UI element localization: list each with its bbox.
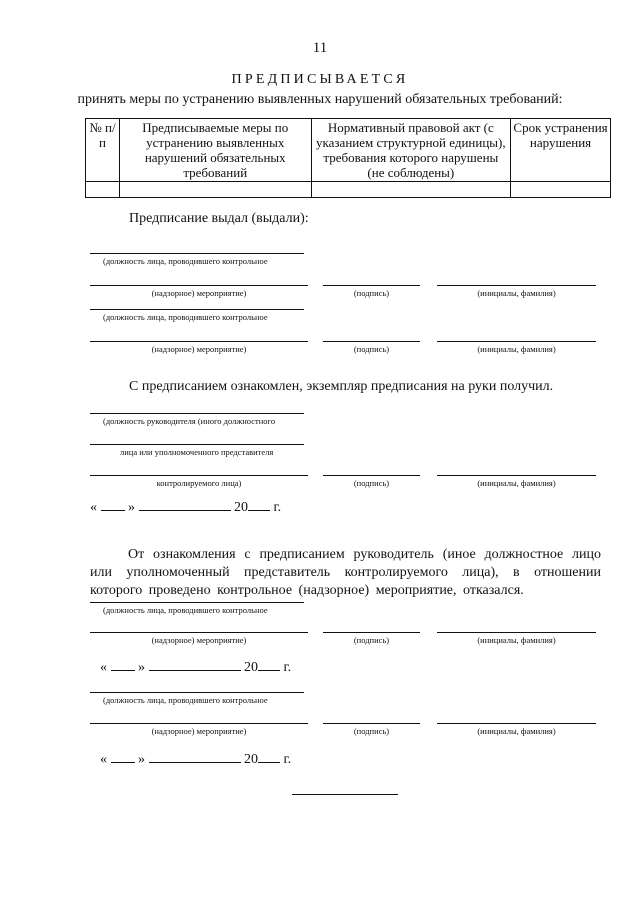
signature-caption: (подпись) [353, 478, 390, 488]
head-position-caption-cont: лица или уполномоченного представителя [120, 447, 274, 457]
issued-by-label: Предписание выдал (выдали): [129, 211, 309, 226]
document-heading: ПРЕДПИСЫВАЕТСЯ [231, 72, 409, 87]
inspector-position-caption: (должность лица, проводившего контрольное [103, 312, 268, 322]
inspector-position-caption-cont: (надзорное) мероприятие) [151, 344, 247, 354]
inspector-position-caption: (должность лица, проводившего контрольное [103, 695, 268, 705]
table-cell[interactable] [119, 182, 311, 198]
date-year-blank[interactable] [258, 750, 280, 763]
date-close-quote: » [128, 500, 135, 515]
inspector-position-line-1[interactable] [90, 602, 304, 603]
date-open-quote: « [100, 660, 107, 675]
inspector-position-caption-cont: (надзорное) мероприятие) [151, 726, 247, 736]
date-close-quote: » [138, 660, 145, 675]
initials-caption: (инициалы, фамилия) [477, 635, 556, 645]
initials-caption: (инициалы, фамилия) [477, 344, 556, 354]
date-year-prefix: 20 [244, 660, 258, 675]
initials-line[interactable] [437, 285, 596, 286]
date-year-suffix: г. [283, 752, 292, 767]
table-cell[interactable] [311, 182, 511, 198]
signature-caption: (подпись) [353, 288, 390, 298]
initials-caption: (инициалы, фамилия) [477, 726, 556, 736]
table-row [86, 182, 611, 198]
initials-caption: (инициалы, фамилия) [477, 288, 556, 298]
date-month-blank[interactable] [149, 658, 241, 671]
inspector-position-line-2[interactable] [90, 723, 308, 724]
inspector-position-line-2[interactable] [90, 632, 308, 633]
signature-line[interactable] [323, 475, 420, 476]
inspector-position-caption-cont: (надзорное) мероприятие) [151, 288, 247, 298]
head-position-line-1[interactable] [90, 413, 304, 414]
date-month-blank[interactable] [149, 750, 241, 763]
date-close-quote: » [138, 752, 145, 767]
acknowledged-label: С предписанием ознакомлен, экземпляр предписания на руки получил. [129, 379, 554, 394]
inspector-position-line-1[interactable] [90, 309, 304, 310]
date-year-blank[interactable] [258, 658, 280, 671]
initials-line[interactable] [437, 475, 596, 476]
page-number: 11 [312, 40, 328, 56]
date-day-blank[interactable] [111, 750, 135, 763]
inspector-position-line-1[interactable] [90, 692, 304, 693]
inspector-position-caption-cont: (надзорное) мероприятие) [151, 635, 247, 645]
table-cell[interactable] [511, 182, 611, 198]
head-position-line-2[interactable] [90, 444, 304, 445]
inspector-position-caption: (должность лица, проводившего контрольное [103, 605, 268, 615]
head-position-caption: (должность руководителя (иного должностного [103, 416, 276, 426]
table-cell[interactable] [86, 182, 120, 198]
initials-line[interactable] [437, 632, 596, 633]
signature-caption: (подпись) [353, 635, 390, 645]
closing-separator [292, 794, 398, 795]
initials-line[interactable] [437, 723, 596, 724]
date-year-blank[interactable] [248, 498, 270, 511]
header-number: № п/п [86, 119, 120, 182]
initials-caption: (инициалы, фамилия) [477, 478, 556, 488]
signature-line[interactable] [323, 285, 420, 286]
requirements-table [85, 118, 611, 198]
date-day-blank[interactable] [101, 498, 125, 511]
date-year-prefix: 20 [244, 752, 258, 767]
header-deadline: Срок устранения нарушения [511, 119, 611, 182]
refusal-paragraph: От ознакомления с предписанием руководитель (иное должностное лицо или уполномоченный представитель контролируемого лица), в отношении которого проведено контрольное (надзорное) мероприятие, отказался. [90, 547, 601, 598]
inspector-position-line-2[interactable] [90, 285, 308, 286]
signature-caption: (подпись) [353, 726, 390, 736]
date-field[interactable] [90, 498, 281, 516]
date-year-suffix: г. [283, 660, 292, 675]
inspector-position-line-1[interactable] [90, 253, 304, 254]
head-position-caption-end: контролируемого лица) [156, 478, 242, 488]
signature-line[interactable] [323, 723, 420, 724]
signature-caption: (подпись) [353, 344, 390, 354]
inspector-position-line-2[interactable] [90, 341, 308, 342]
document-subheading: принять меры по устранению выявленных нарушений обязательных требований: [77, 92, 563, 107]
date-open-quote: « [90, 500, 97, 515]
signature-line[interactable] [323, 341, 420, 342]
date-month-blank[interactable] [139, 498, 231, 511]
initials-line[interactable] [437, 341, 596, 342]
date-field[interactable] [100, 750, 291, 768]
date-year-prefix: 20 [234, 500, 248, 515]
header-measures: Предписываемые меры по устранению выявленных нарушений обязательных требований [119, 119, 311, 182]
signature-line[interactable] [323, 632, 420, 633]
inspector-position-caption: (должность лица, проводившего контрольное [103, 256, 268, 266]
header-legal-act: Нормативный правовой акт (с указанием структурной единицы), требования которого нарушены (не соблюдены) [311, 119, 511, 182]
date-year-suffix: г. [273, 500, 282, 515]
date-day-blank[interactable] [111, 658, 135, 671]
date-open-quote: « [100, 752, 107, 767]
head-position-line-3[interactable] [90, 475, 308, 476]
date-field[interactable] [100, 658, 291, 676]
table-header-row [86, 119, 611, 182]
